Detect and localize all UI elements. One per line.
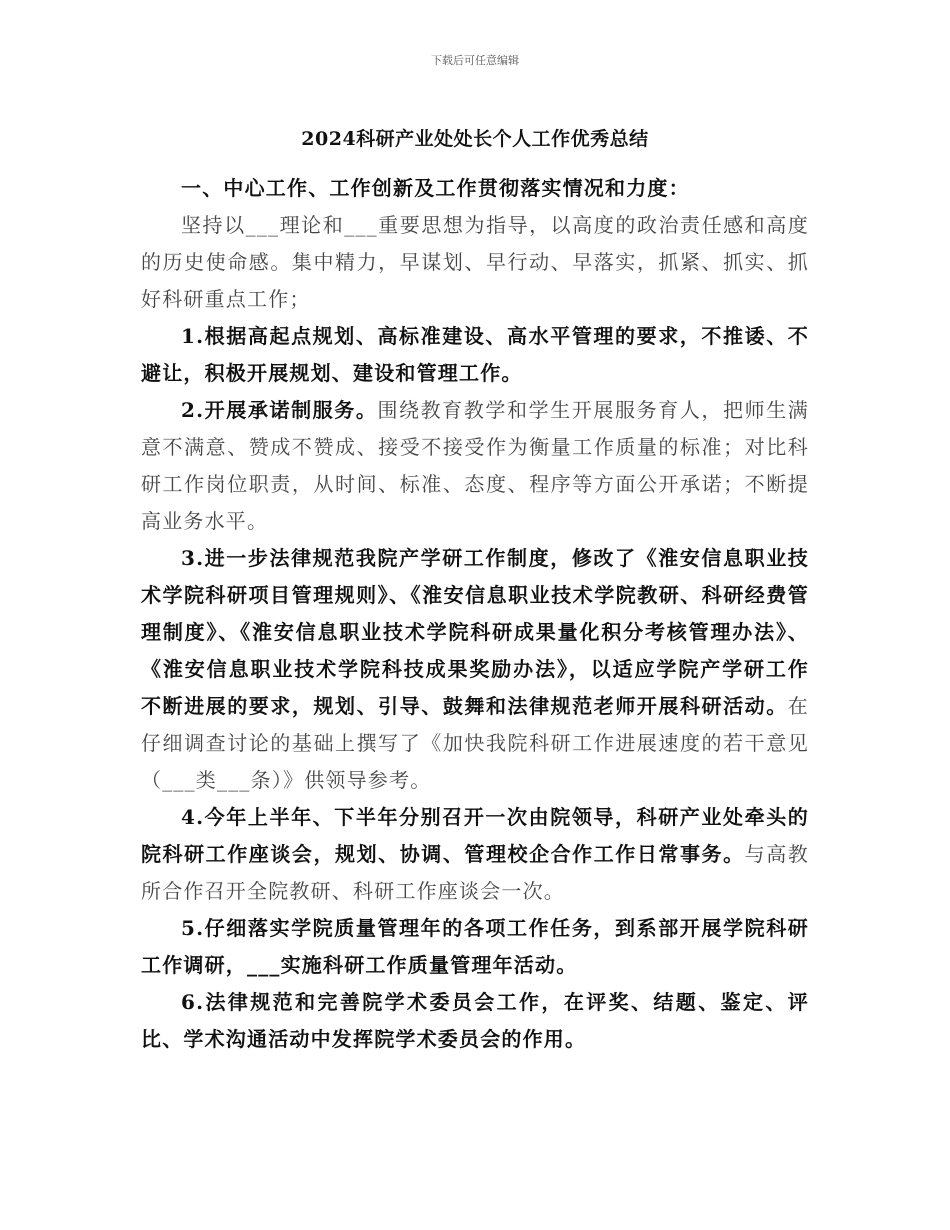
item-6-bold: 6.法律规范和完善院学术委员会工作，在评奖、结题、鉴定、评比、学术沟通活动中发挥院学术委员会的作用。 xyxy=(141,990,809,1051)
item-4-normal: 与高教所合作召开全院教研、科研工作座谈会一次。 xyxy=(141,842,809,903)
list-item xyxy=(141,984,809,1058)
list-item xyxy=(141,910,809,984)
item-5-bold: 5.仔细落实学院质量管理年的各项工作任务，到系部开展学院科研工作调研，___实施科研工作质量管理年活动。 xyxy=(141,916,809,977)
item-2-bold: 2.开展承诺制服务。 xyxy=(181,398,378,422)
item-3-bold: 3.进一步法律规范我院产学研工作制度，修改了《淮安信息职业技术学院科研项目管理规则》、《淮安信息职业技术学院教研、科研经费管理制度》、《淮安信息职业技术学院科研成果量化积分考核管理办法》、《淮安信息职业技术学院科技成果奖励办法》，以适应学院产学研工作不断进展的要求，规划、引导、鼓舞和法律规范老师开展科研活动。 xyxy=(141,546,809,718)
section-heading: 一、中心工作、工作创新及工作贯彻落实情况和力度： xyxy=(181,176,690,200)
intro-text: 坚持以___理论和___重要思想为指导，以高度的政治责任感和高度的历史使命感。集中精力，早谋划、早行动、早落实，抓紧、抓实、抓好科研重点工作； xyxy=(141,213,809,311)
item-1-bold: 1.根据高起点规划、高标准建设、高水平管理的要求，不推诿、不避让，积极开展规划、建设和管理工作。 xyxy=(141,324,809,385)
item-3-normal: 在仔细调查讨论的基础上撰写了《加快我院科研工作进展速度的若干意见（___类___条）》供领导参考。 xyxy=(141,694,809,792)
document-body xyxy=(141,170,809,1058)
item-4-bold: 4.今年上半年、下半年分别召开一次由院领导，科研产业处牵头的院科研工作座谈会，规划、协调、管理校企合作工作日常事务。 xyxy=(141,805,809,866)
list-item xyxy=(141,540,809,799)
list-item xyxy=(141,318,809,392)
document-title: 2024科研产业处处长个人工作优秀总结 xyxy=(301,128,649,150)
page-header-note: 下载后可任意编辑 xyxy=(431,54,519,67)
list-item xyxy=(141,392,809,540)
list-item xyxy=(141,799,809,910)
intro-paragraph xyxy=(141,207,809,318)
item-2-normal: 围绕教育教学和学生开展服务育人，把师生满意不满意、赞成不赞成、接受不接受作为衡量工作质量的标准；对比科研工作岗位职责，从时间、标准、态度、程序等方面公开承诺；不断提高业务水平。 xyxy=(141,398,809,533)
